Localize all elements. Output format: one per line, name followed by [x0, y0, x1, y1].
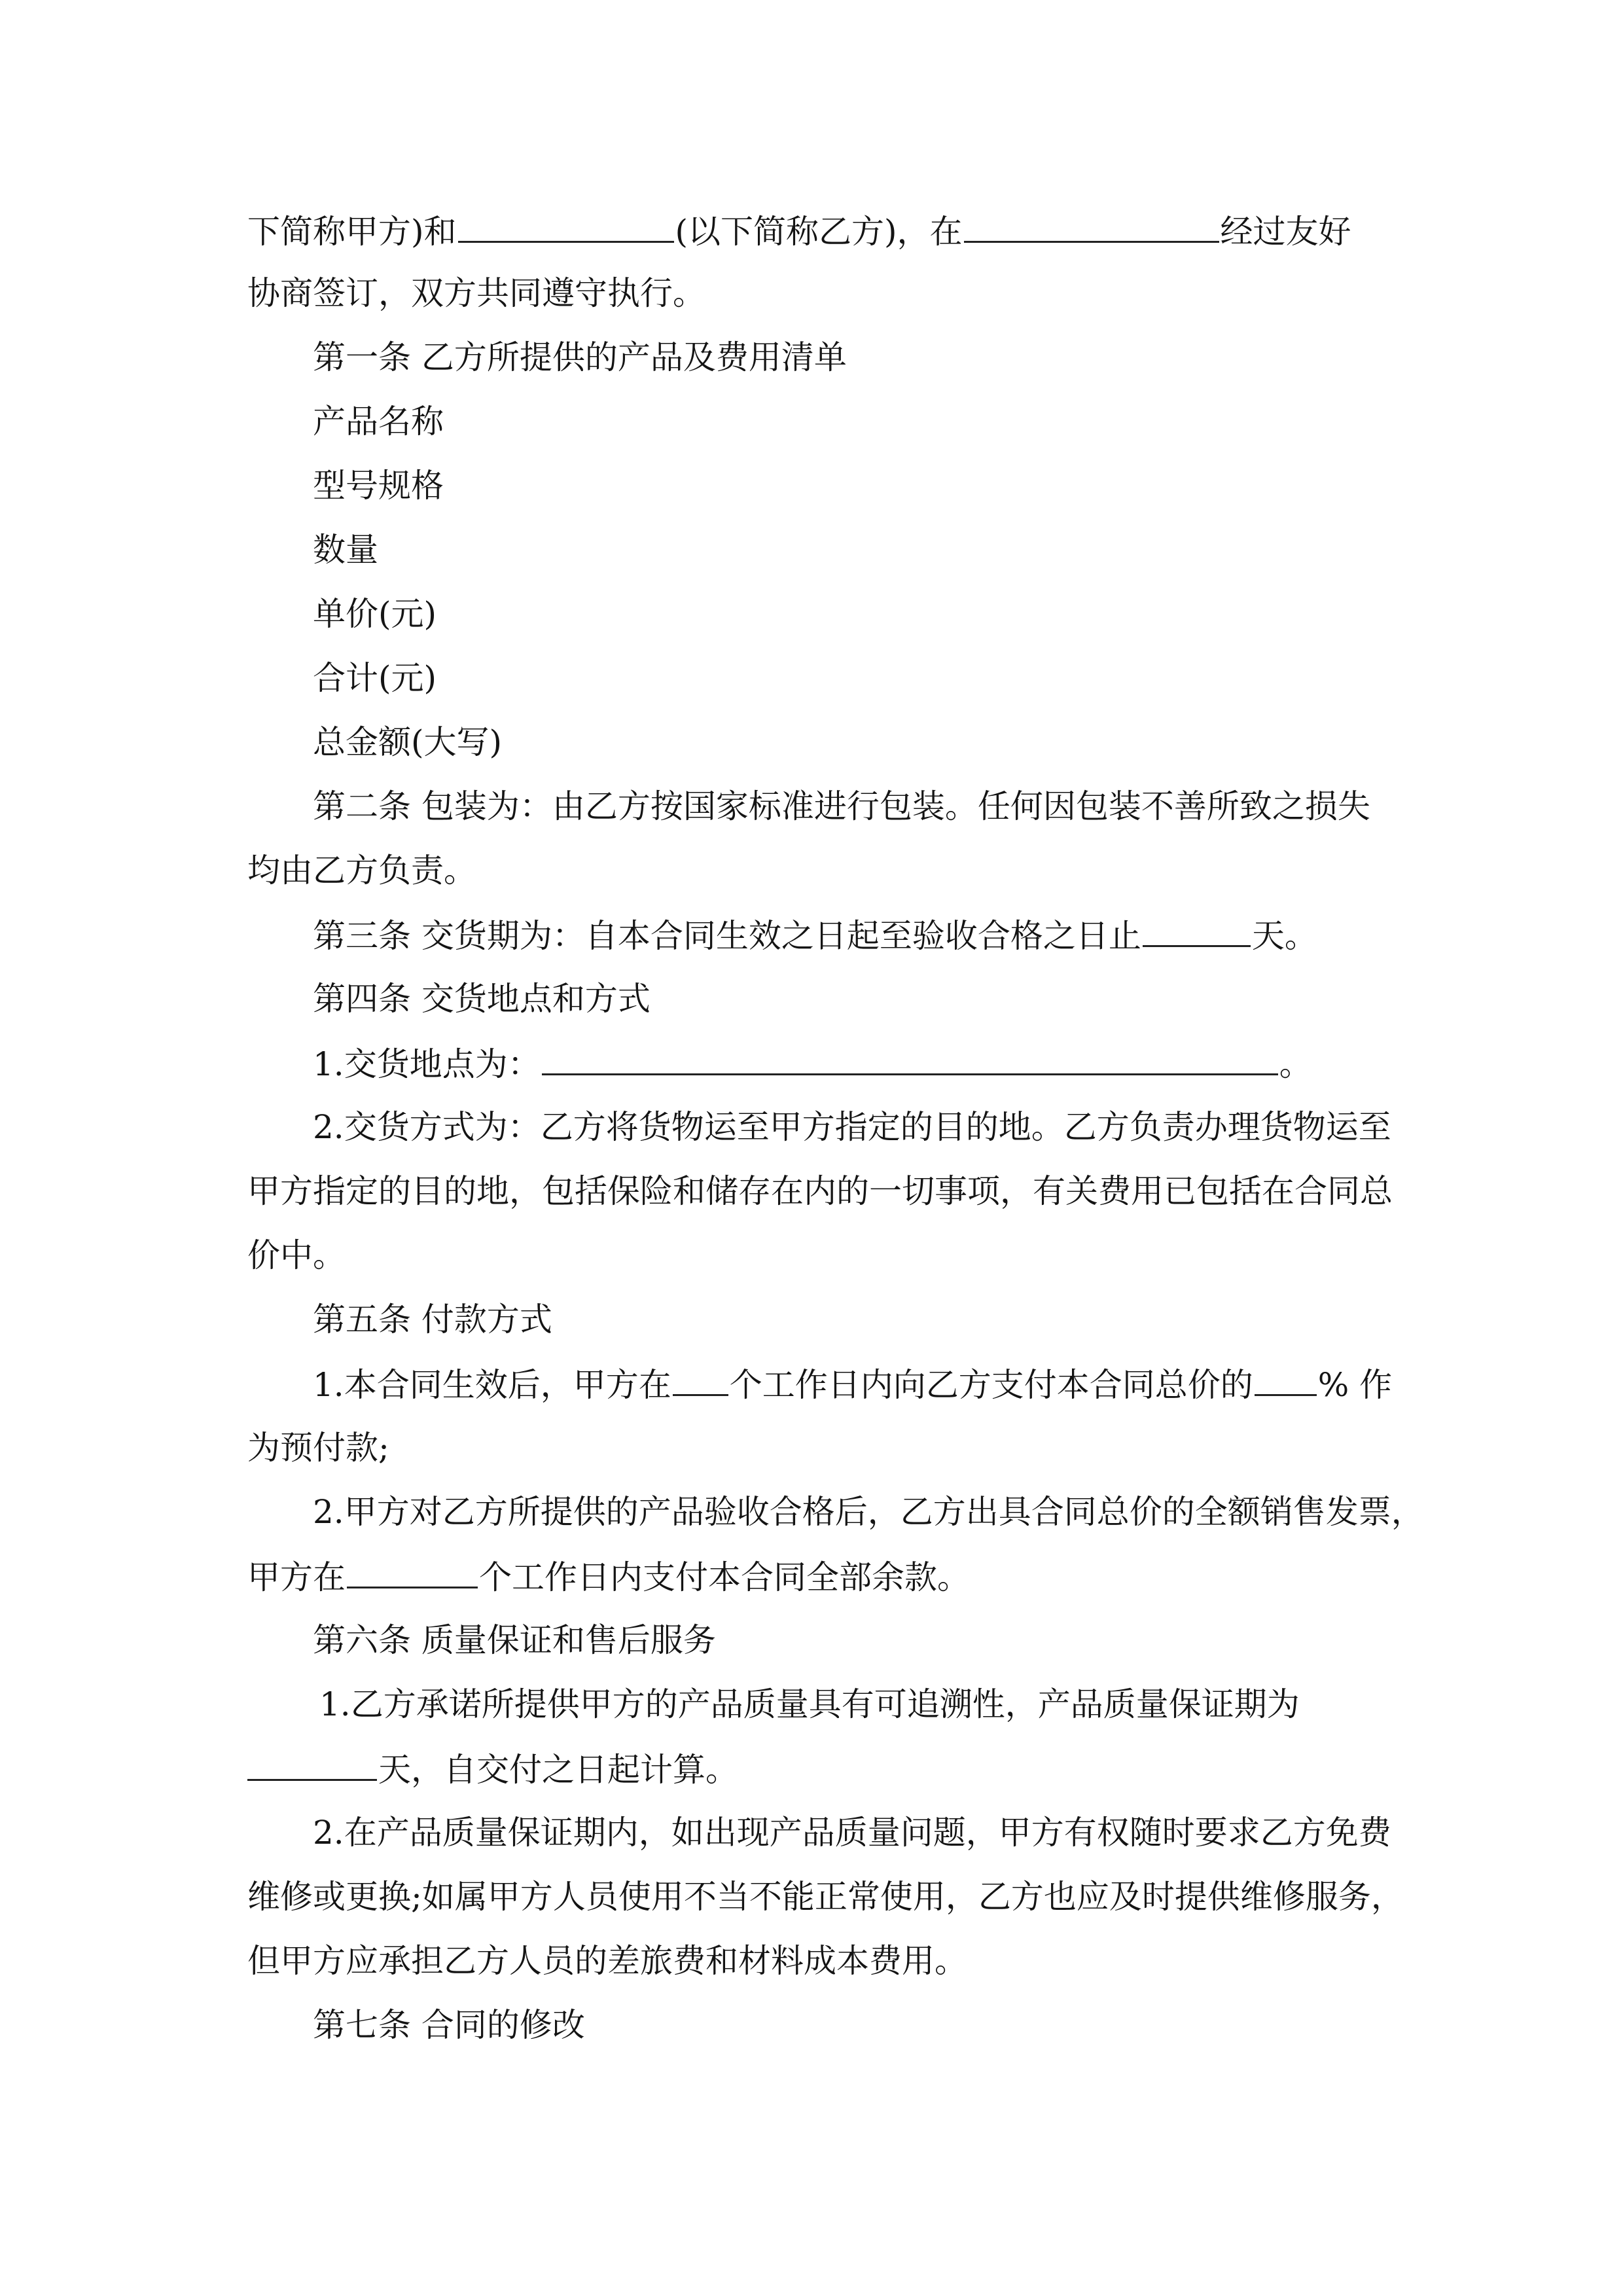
article-3-text — [313, 915, 1452, 954]
prepayment-text-a: 1.本合同生效后，甲方在 — [313, 1366, 671, 1404]
final-payment-text: 2.甲方对乙方所提供的产品验收合格后，乙方出具合同总价的全额销售发票， — [313, 1493, 1424, 1531]
warranty-period-text: 天，自交付之日起计算。 — [378, 1751, 738, 1789]
days-unit: 天。 — [1251, 917, 1317, 955]
article-7-heading: 第七条 合同的修改 — [313, 2006, 585, 2044]
delivery-place-line — [313, 1043, 1452, 1083]
unit-price-label: 单价(元) — [313, 595, 437, 633]
prepayment-text-b: 个工作日内向乙方支付本合同总价的 — [729, 1366, 1253, 1404]
intro-agreement-line: 协商签订，双方共同遵守执行。 — [247, 274, 705, 312]
final-payment-text-b: 个工作日内支付本合同全部余款。 — [479, 1558, 970, 1596]
article-5-heading: 第五条 付款方式 — [313, 1300, 552, 1338]
prepayment-percent-blank[interactable] — [1255, 1364, 1317, 1396]
delivery-method-text-end: 价中。 — [247, 1236, 346, 1274]
subtotal-label: 合计(元) — [313, 659, 437, 697]
delivery-period-text: 第三条 交货期为：自本合同生效之日起至验收合格之日止 — [313, 917, 1141, 955]
prepayment-days-blank[interactable] — [673, 1364, 728, 1396]
signing-place-blank[interactable] — [964, 211, 1219, 243]
party-a-suffix: 下简称甲方)和 — [247, 213, 457, 251]
delivery-method-text: 2.交货方式为：乙方将货物运至甲方指定的目的地。乙方负责办理货物运至 — [313, 1108, 1391, 1146]
product-name-label: 产品名称 — [313, 403, 444, 440]
prepayment-text-c: % 作 — [1317, 1366, 1393, 1404]
party-b-abbrev: (以下简称乙方)，在 — [675, 213, 963, 251]
article-4-heading: 第四条 交货地点和方式 — [313, 980, 651, 1018]
delivery-place-label: 1.交货地点为： — [313, 1045, 541, 1083]
repair-text-cont: 维修或更换;如属甲方人员使用不当不能正常使用，乙方也应及时提供维修服务， — [247, 1878, 1404, 1916]
article-6-heading: 第六条 质量保证和售后服务 — [313, 1621, 716, 1659]
delivery-place-blank[interactable] — [542, 1043, 1278, 1075]
delivery-days-blank[interactable] — [1143, 915, 1251, 947]
delivery-method-text-cont: 甲方指定的目的地，包括保险和储存在内的一切事项，有关费用已包括在合同总 — [247, 1172, 1393, 1210]
repair-text: 2.在产品质量保证期内，如出现产品质量问题，甲方有权随时要求乙方免费 — [313, 1814, 1391, 1852]
warranty-period-line — [247, 1749, 1386, 1788]
warranty-days-blank[interactable] — [247, 1749, 377, 1781]
intro-parties-line — [247, 211, 1386, 250]
total-amount-label: 总金额(大写) — [313, 723, 503, 761]
article-1-heading: 第一条 乙方所提供的产品及费用清单 — [313, 338, 847, 376]
repair-text-end: 但甲方应承担乙方人员的差旅费和材料成本费用。 — [247, 1942, 967, 1980]
final-payment-days-blank[interactable] — [347, 1556, 478, 1588]
negotiation-text: 经过友好 — [1220, 213, 1351, 251]
final-payment-text-a: 甲方在 — [247, 1558, 346, 1596]
delivery-place-end: 。 — [1279, 1045, 1312, 1083]
party-b-name-blank[interactable] — [458, 211, 674, 243]
prepayment-text-cont: 为预付款; — [247, 1429, 389, 1467]
model-spec-label: 型号规格 — [313, 467, 444, 505]
warranty-text: 1.乙方承诺所提供甲方的产品质量具有可追溯性，产品质量保证期为 — [319, 1685, 1300, 1723]
article-2-text: 第二条 包装为：由乙方按国家标准进行包装。任何因包装不善所致之损失 — [313, 787, 1370, 825]
final-payment-line — [247, 1556, 1386, 1596]
article-2-text-cont: 均由乙方负责。 — [247, 852, 476, 889]
prepayment-line — [313, 1364, 1452, 1403]
quantity-label: 数量 — [313, 531, 378, 569]
